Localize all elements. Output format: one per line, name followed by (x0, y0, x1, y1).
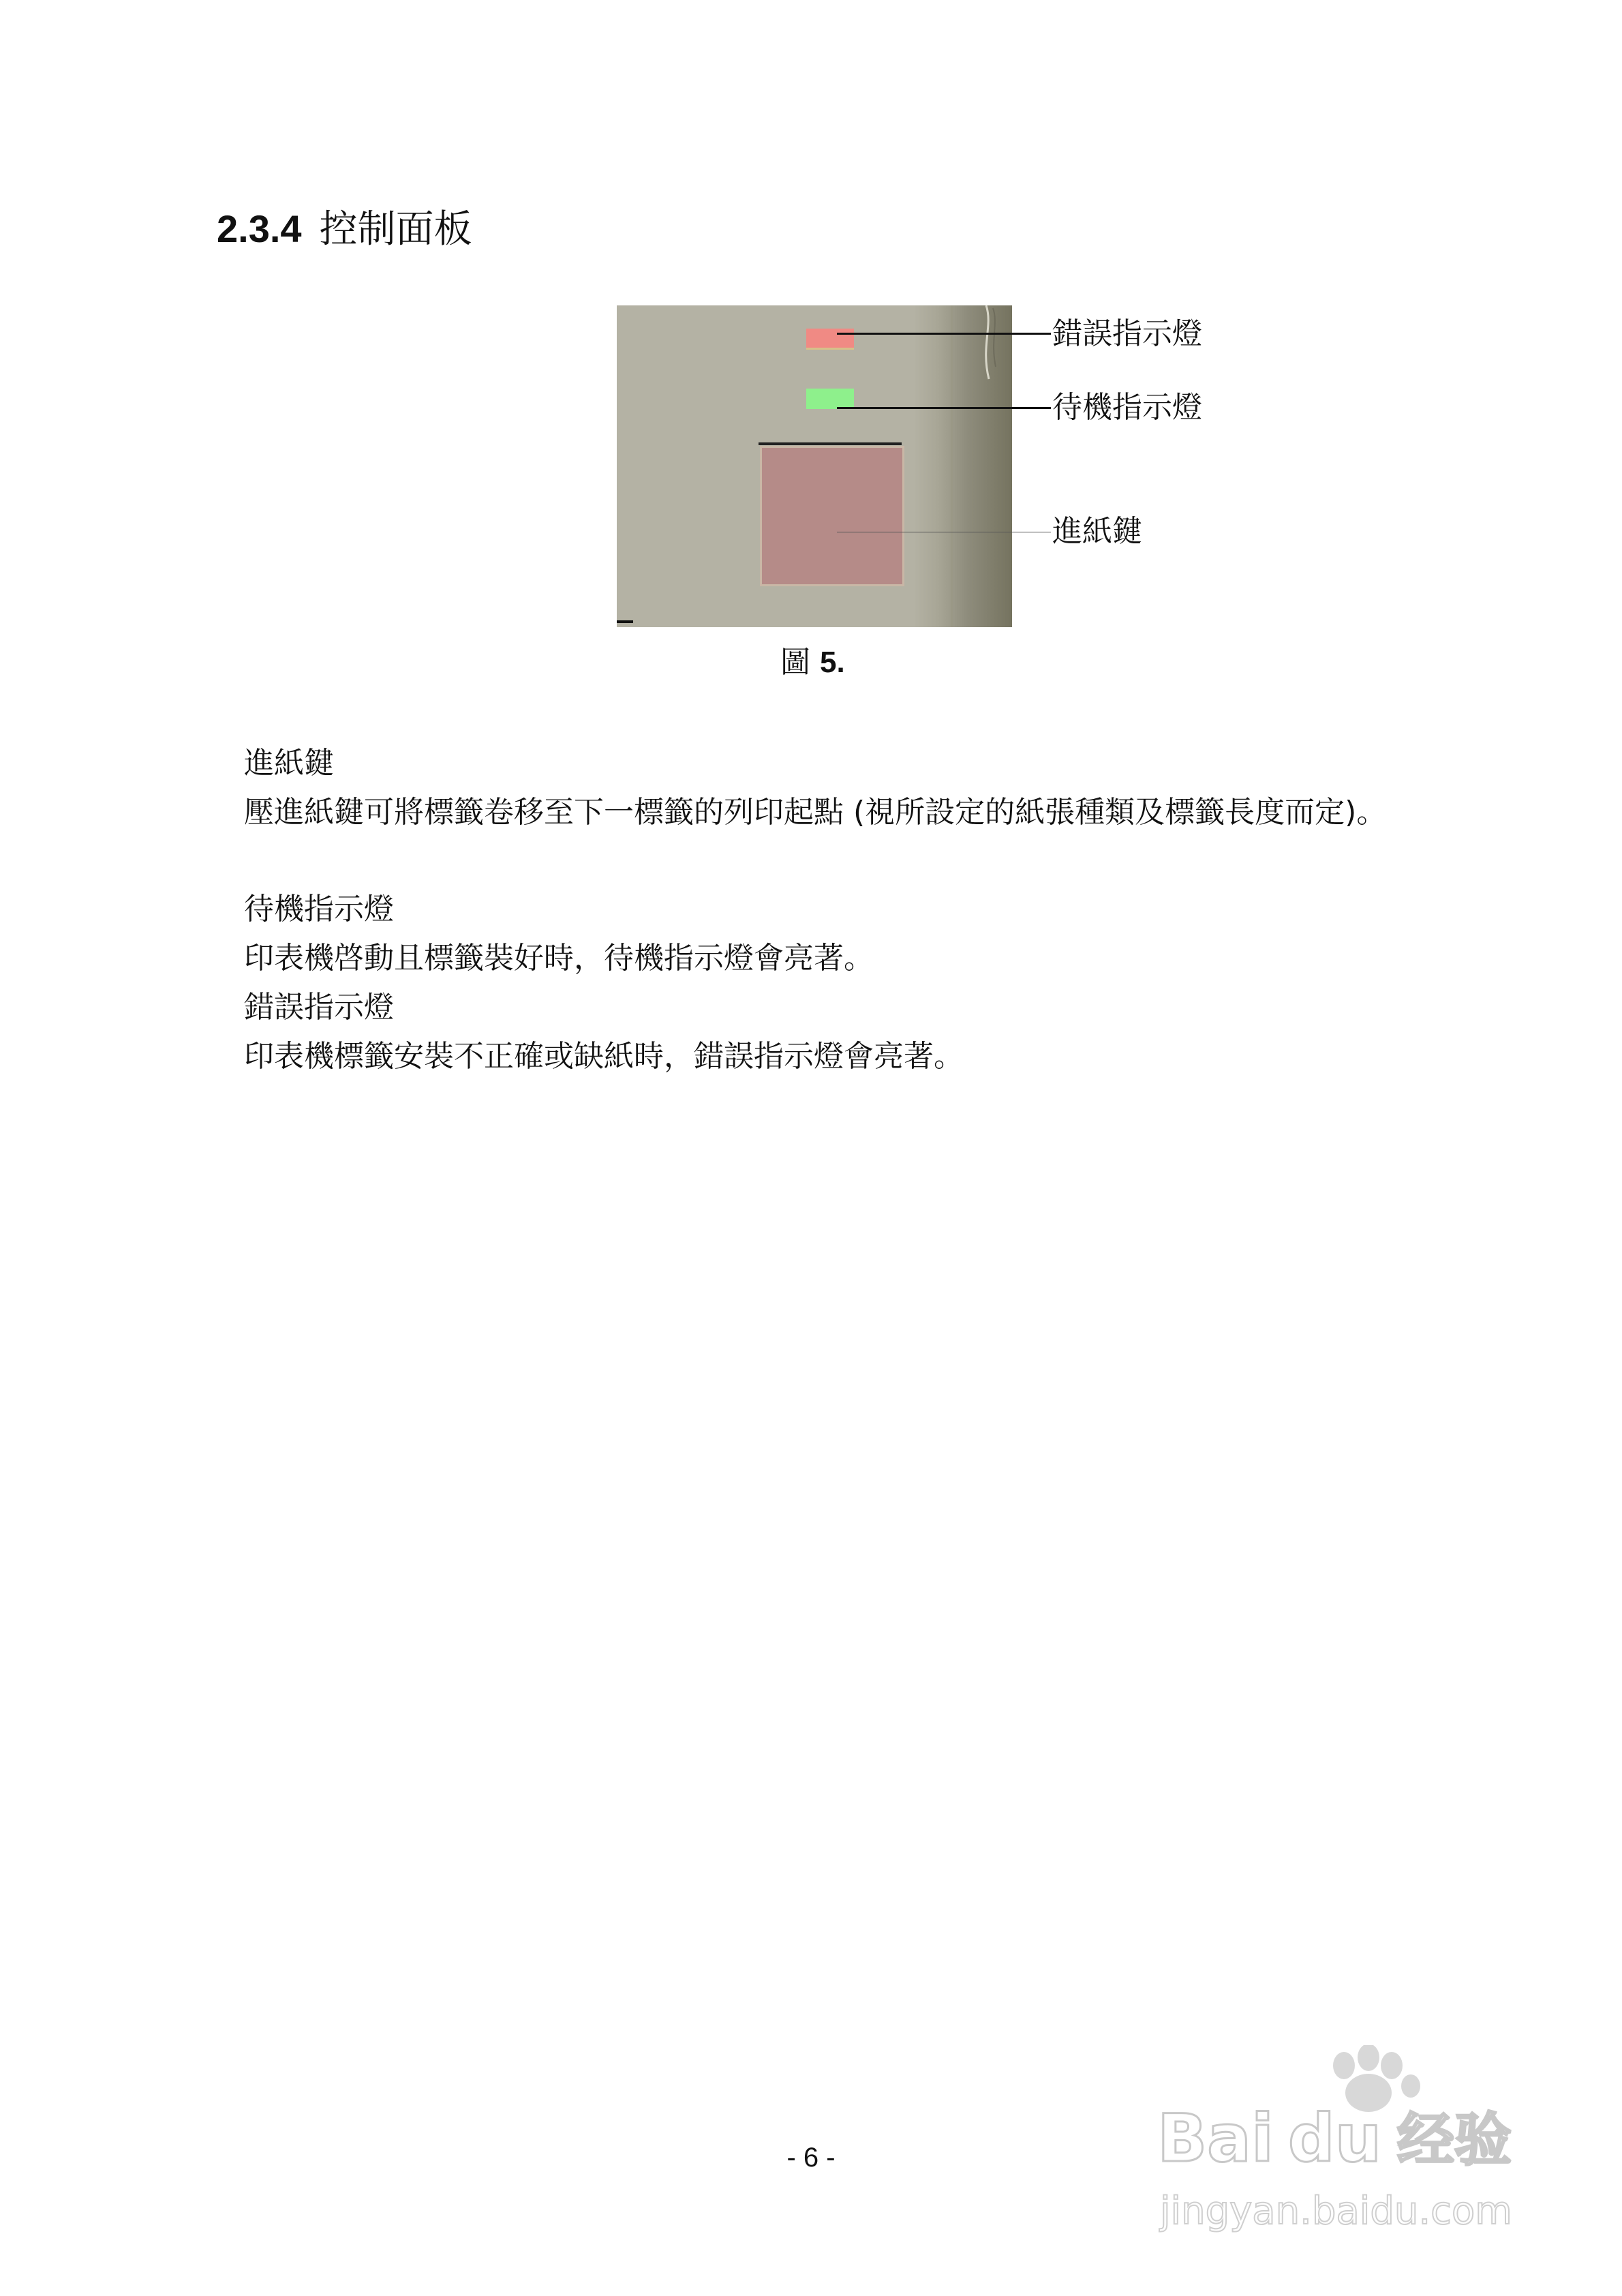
printer-edge-curve (966, 305, 1007, 380)
figure-caption (780, 642, 845, 683)
feed-key-title: 進紙鍵 (244, 746, 334, 781)
ready-led-label: 待機指示燈 (1052, 390, 1202, 425)
error-led-description: 印表機標籤安裝不正確或缺紙時，錯誤指示燈會亮著。 (244, 1039, 964, 1074)
error-led-title: 錯誤指示燈 (244, 990, 394, 1025)
ready-led-title: 待機指示燈 (244, 892, 394, 926)
printer-edge-line (951, 305, 953, 627)
feed-key-description: 壓進紙鍵可將標籤卷移至下一標籤的列印起點 (視所設定的紙張種類及標籤長度而定)。 (244, 795, 1387, 830)
section-title: 控制面板 (319, 207, 472, 252)
ready-led-leader (837, 407, 1051, 409)
feed-key-top-edge (759, 442, 902, 445)
error-led-leader (837, 333, 1051, 335)
figure-corner-mark (617, 620, 633, 623)
svg-text:du: du (1288, 2100, 1382, 2177)
ready-led (806, 389, 854, 409)
ready-led-description: 印表機啓動且標籤裝好時，待機指示燈會亮著。 (244, 941, 874, 976)
caption-prefix: 圖 (780, 645, 810, 680)
error-led (806, 329, 854, 350)
feed-key-label: 進紙鍵 (1052, 514, 1142, 549)
section-heading (217, 202, 472, 257)
section-number: 2.3.4 (217, 207, 302, 250)
feed-key (760, 446, 904, 586)
svg-text:Bai: Bai (1157, 2100, 1274, 2177)
control-panel-image (617, 305, 1012, 627)
svg-text:jingyan.baidu.com: jingyan.baidu.com (1160, 2189, 1512, 2233)
page-number: - 6 - (786, 2143, 836, 2173)
baidu-jingyan-watermark (1152, 2045, 1533, 2250)
error-led-label: 錯誤指示燈 (1052, 316, 1202, 351)
caption-number: 5. (820, 646, 845, 679)
svg-text:经验: 经验 (1397, 2106, 1512, 2173)
